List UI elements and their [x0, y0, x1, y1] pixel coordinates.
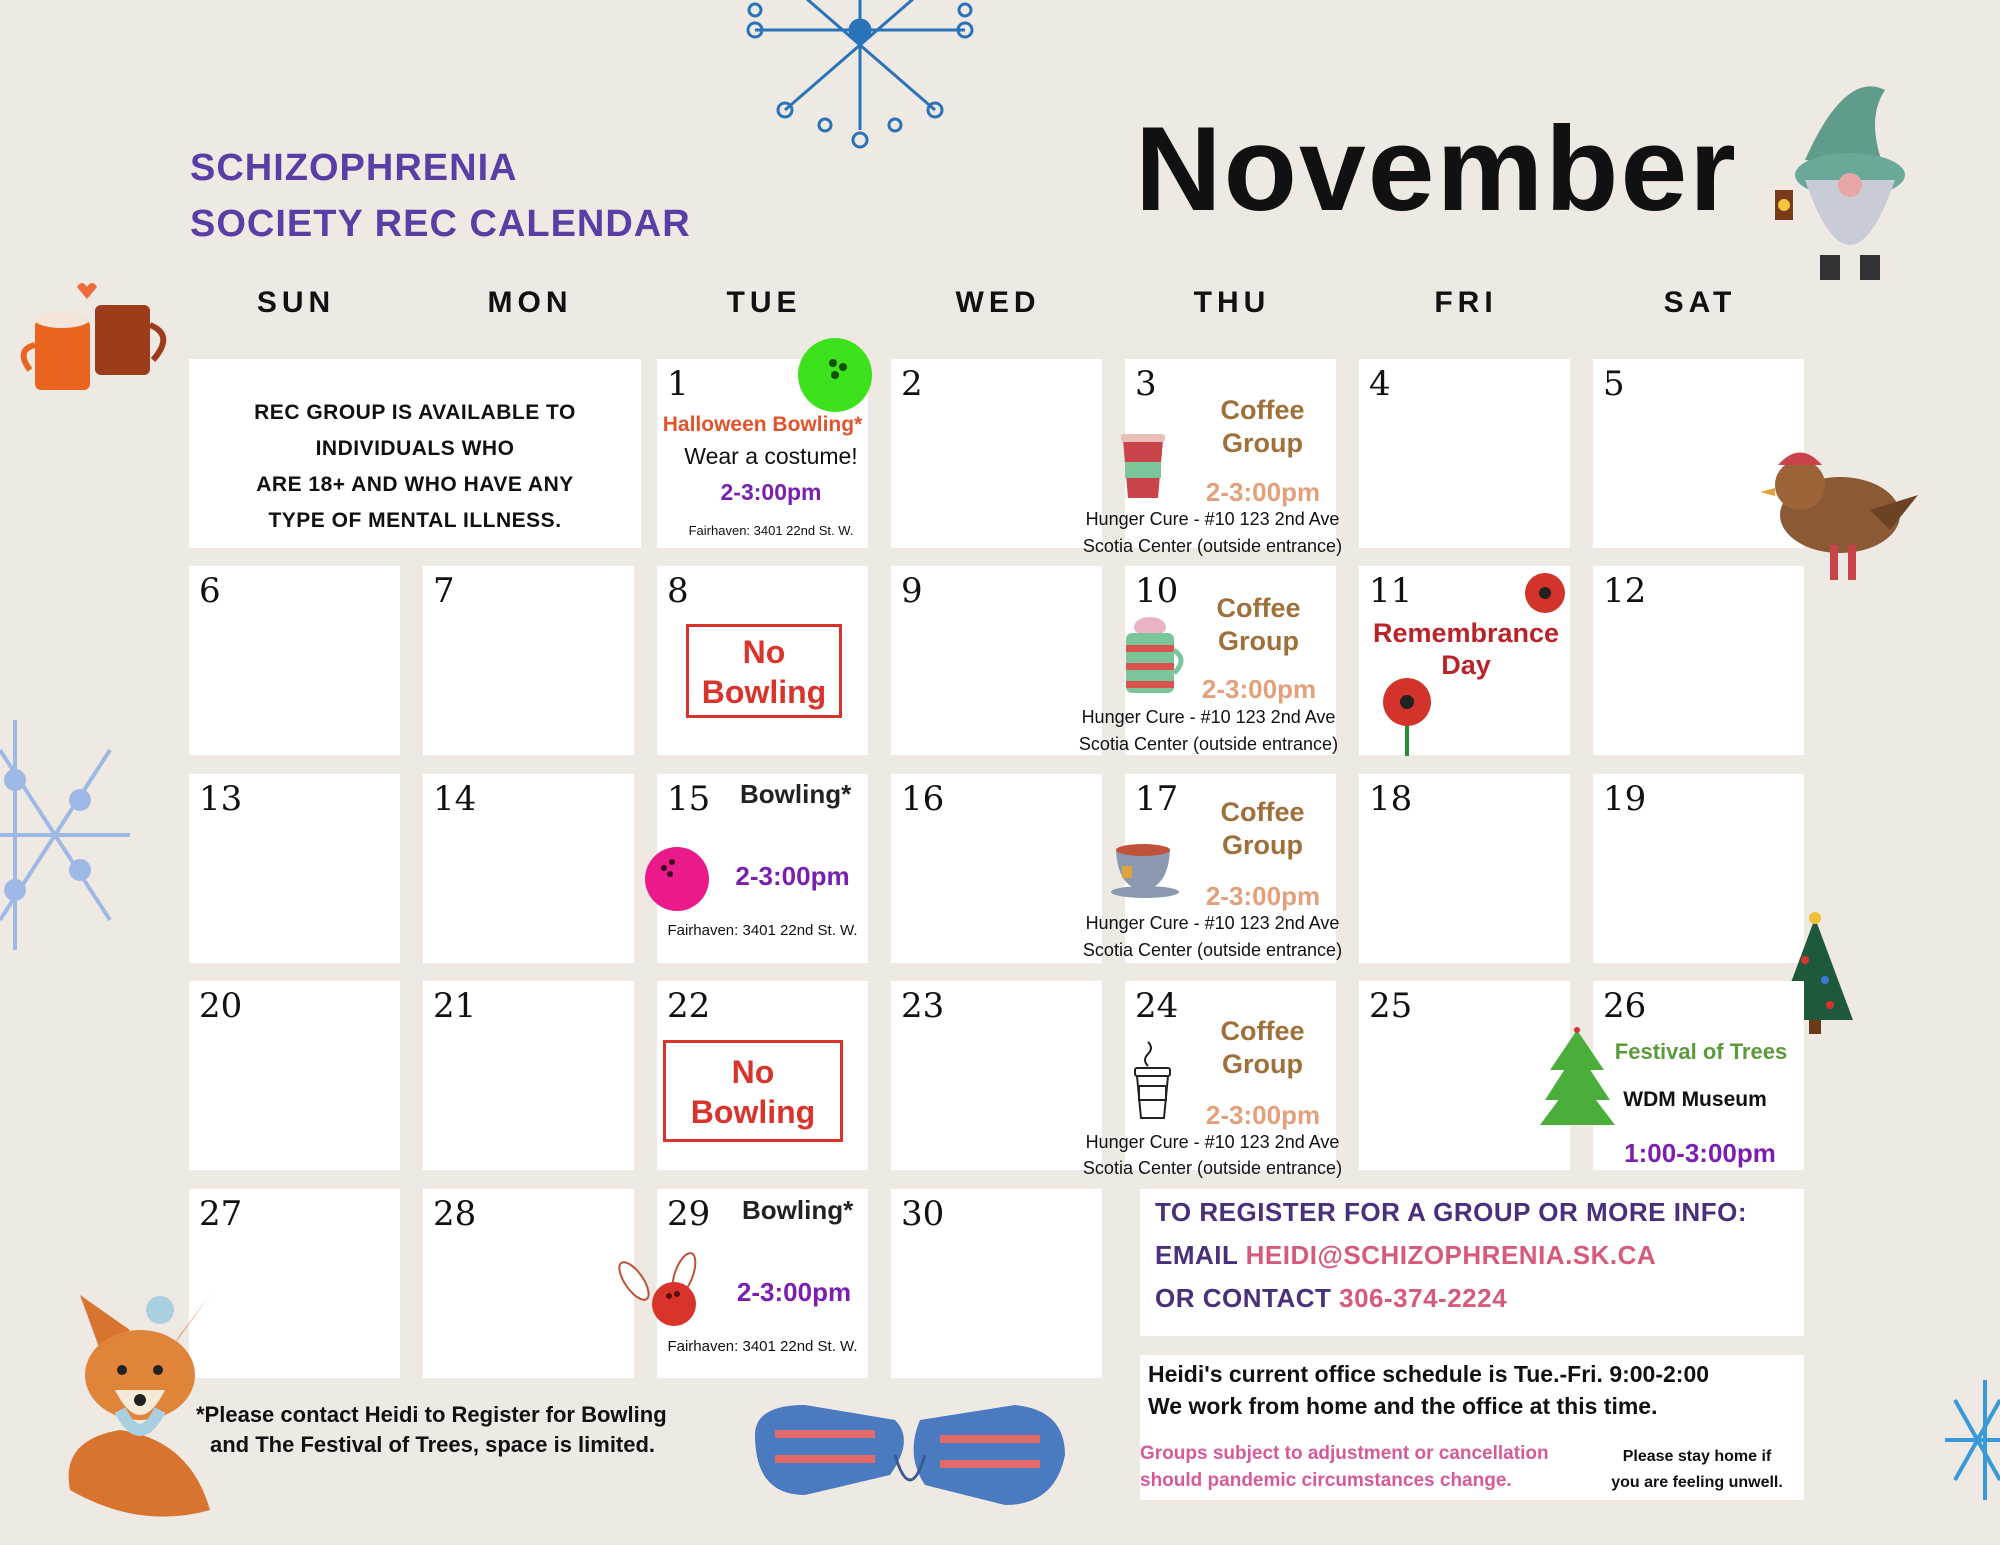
intro-line-2: INDIVIDUALS WHO: [315, 437, 515, 460]
poppy-icon: [1523, 571, 1568, 616]
coffee-label-line-2: Group: [1218, 626, 1299, 656]
day-number-14: 14: [433, 779, 477, 819]
day-number-19: 19: [1603, 779, 1647, 819]
day-number-12: 12: [1603, 571, 1647, 611]
coffee-label-line-1: Coffee: [1220, 1016, 1305, 1046]
bowling-ball-icon: [644, 846, 710, 912]
bowling-location: Fairhaven: 3401 22nd St. W.: [667, 922, 858, 939]
gnome-icon: [1765, 80, 1925, 290]
intro-line-4: TYPE OF MENTAL ILLNESS.: [268, 509, 562, 532]
day-number-4: 4: [1369, 364, 1391, 404]
day-number-18: 18: [1369, 779, 1413, 819]
org-title: [190, 140, 691, 252]
snowflake-icon: [735, 0, 985, 155]
day-number-11: 11: [1369, 571, 1413, 611]
remembrance-day-label: [1366, 617, 1566, 681]
halloween-bowling-title: Halloween Bowling*: [662, 413, 863, 436]
poppy-flower-icon: [1378, 676, 1436, 756]
coffee-time: 2-3:00pm: [1205, 881, 1321, 911]
mugs-icon: [15, 275, 175, 400]
no-bowling-badge: [686, 624, 842, 718]
day-number-5: 5: [1603, 364, 1625, 404]
no-bowling-line-2: Bowling: [701, 674, 827, 710]
day-number-21: 21: [433, 986, 477, 1026]
intro-line-3: ARE 18+ AND WHO HAVE ANY: [256, 473, 574, 496]
coffee-label-line-1: Coffee: [1220, 797, 1305, 827]
weekday-fri: FRI: [1434, 286, 1498, 319]
coffee-group-label: [1200, 1015, 1325, 1081]
day-number-7: 7: [433, 571, 455, 611]
day-number-22: 22: [667, 986, 711, 1026]
halloween-note: Wear a costume!: [684, 443, 858, 469]
striped-mug-icon: [1120, 615, 1188, 695]
day-number-13: 13: [199, 779, 243, 819]
weekday-tue: TUE: [726, 286, 802, 319]
coffee-location-2: Scotia Center (outside entrance): [1082, 536, 1343, 556]
takeaway-cup-icon: [1130, 1040, 1175, 1120]
org-title-line-2: SOCIETY REC CALENDAR: [190, 203, 691, 245]
email-label: EMAIL: [1155, 1240, 1246, 1270]
registration-footnote: [196, 1400, 667, 1460]
no-bowling-line-2: Bowling: [690, 1094, 816, 1130]
day-cell-4: [1359, 359, 1570, 548]
bowling-pins-icon: [614, 1246, 714, 1330]
coffee-location-2: Scotia Center (outside entrance): [1078, 734, 1339, 754]
office-schedule-line-2: We work from home and the office at this time.: [1148, 1393, 1658, 1419]
weekday-sun: SUN: [256, 286, 336, 319]
pandemic-notice-line-2: should pandemic circumstances change.: [1140, 1470, 1512, 1491]
footnote-line-1: *Please contact Heidi to Register for Bowling: [196, 1402, 667, 1427]
bowling-time: 2-3:00pm: [720, 479, 822, 505]
coffee-location-2: Scotia Center (outside entrance): [1082, 1158, 1343, 1178]
bowling-time: 2-3:00pm: [735, 861, 850, 891]
bowling-label: Bowling*: [740, 779, 852, 809]
coffee-location-1: Hunger Cure - #10 123 2nd Ave: [1085, 913, 1340, 933]
pandemic-notice-line-1: Groups subject to adjustment or cancellation: [1140, 1443, 1549, 1464]
bowling-ball-icon: [797, 337, 873, 413]
day-number-2: 2: [901, 364, 923, 404]
weekday-thu: THU: [1193, 286, 1271, 319]
coffee-location-1: Hunger Cure - #10 123 2nd Ave: [1081, 707, 1336, 727]
register-heading: TO REGISTER FOR A GROUP OR MORE INFO:: [1155, 1197, 1747, 1227]
coffee-group-label: [1200, 394, 1325, 460]
day-number-27: 27: [199, 1194, 243, 1234]
day-number-1: 1: [667, 364, 689, 404]
register-info-box: [1140, 1189, 1804, 1336]
intro-cell: [189, 359, 641, 548]
mittens-icon: [745, 1395, 1075, 1520]
office-schedule-line-1: Heidi's current office schedule is Tue.-Fri. 9:00-2:00: [1148, 1361, 1710, 1387]
day-number-23: 23: [901, 986, 945, 1026]
day-number-30: 30: [901, 1194, 945, 1234]
festival-time: 1:00-3:00pm: [1624, 1138, 1776, 1168]
day-number-17: 17: [1135, 779, 1179, 819]
fox-icon: [60, 1290, 240, 1520]
email-line: [1155, 1240, 1656, 1271]
footnote-line-2: and The Festival of Trees, space is limited.: [210, 1432, 656, 1457]
no-bowling-line-1: No: [731, 1054, 775, 1090]
day-number-6: 6: [199, 571, 221, 611]
bowling-location: Fairhaven: 3401 22nd St. W.: [688, 523, 854, 538]
weekday-sat: SAT: [1663, 286, 1737, 319]
day-number-20: 20: [199, 986, 243, 1026]
stay-home-line-1: Please stay home if: [1622, 1448, 1772, 1465]
festival-of-trees-title: Festival of Trees: [1614, 1039, 1788, 1064]
blue-snowflake-icon: [0, 720, 135, 950]
day-number-28: 28: [433, 1194, 477, 1234]
day-number-26: 26: [1603, 986, 1647, 1026]
coffee-group-label: [1200, 796, 1325, 862]
day-number-29: 29: [667, 1194, 711, 1234]
contact-line: [1155, 1283, 1507, 1314]
day-number-16: 16: [901, 779, 945, 819]
coffee-label-line-2: Group: [1222, 830, 1303, 860]
coffee-label-line-1: Coffee: [1216, 593, 1301, 623]
weekday-mon: MON: [487, 286, 573, 319]
org-title-line-1: SCHIZOPHRENIA: [190, 147, 518, 189]
day-number-15: 15: [667, 779, 711, 819]
coffee-location-1: Hunger Cure - #10 123 2nd Ave: [1085, 1132, 1340, 1152]
email-link[interactable]: HEIDI@SCHIZOPHRENIA.SK.CA: [1245, 1240, 1657, 1270]
day-cell-7: [423, 566, 634, 755]
coffee-time: 2-3:00pm: [1205, 477, 1321, 507]
office-schedule-box: [1140, 1355, 1804, 1500]
remembrance-line-2: Day: [1441, 650, 1491, 680]
coffee-cup-icon: [1118, 432, 1168, 500]
blue-snowflake-icon: [1945, 1380, 2000, 1500]
day-cell-6: [189, 566, 400, 755]
day-number-9: 9: [901, 571, 923, 611]
coffee-time: 2-3:00pm: [1201, 674, 1317, 704]
no-bowling-badge: [663, 1040, 843, 1142]
coffee-label-line-2: Group: [1222, 1049, 1303, 1079]
phone-link[interactable]: 306-374-2224: [1339, 1283, 1508, 1313]
no-bowling-line-1: No: [742, 634, 786, 670]
day-number-8: 8: [667, 571, 689, 611]
month-title: November: [1135, 102, 1738, 236]
day-number-24: 24: [1135, 986, 1179, 1026]
bowling-time: 2-3:00pm: [736, 1277, 852, 1307]
day-number-10: 10: [1135, 571, 1179, 611]
bowling-label: Bowling*: [742, 1195, 854, 1225]
pandemic-notice: [1140, 1440, 1549, 1494]
contact-label: OR CONTACT: [1155, 1283, 1340, 1313]
coffee-location-1: Hunger Cure - #10 123 2nd Ave: [1085, 509, 1340, 529]
intro-line-1: REC GROUP IS AVAILABLE TO: [254, 401, 576, 424]
day-number-25: 25: [1369, 986, 1413, 1026]
teacup-icon: [1108, 838, 1183, 898]
festival-place: WDM Museum: [1623, 1088, 1767, 1111]
coffee-location-2: Scotia Center (outside entrance): [1082, 940, 1343, 960]
remembrance-line-1: Remembrance: [1372, 618, 1560, 648]
weekday-wed: WED: [955, 286, 1041, 319]
coffee-label-line-2: Group: [1222, 428, 1303, 458]
stay-home-notice: [1592, 1444, 1802, 1496]
coffee-group-label: [1196, 592, 1321, 658]
coffee-time: 2-3:00pm: [1205, 1100, 1321, 1130]
bowling-location: Fairhaven: 3401 22nd St. W.: [667, 1338, 858, 1355]
stay-home-line-2: you are feeling unwell.: [1611, 1474, 1783, 1491]
day-number-3: 3: [1135, 364, 1157, 404]
coffee-label-line-1: Coffee: [1220, 395, 1305, 425]
